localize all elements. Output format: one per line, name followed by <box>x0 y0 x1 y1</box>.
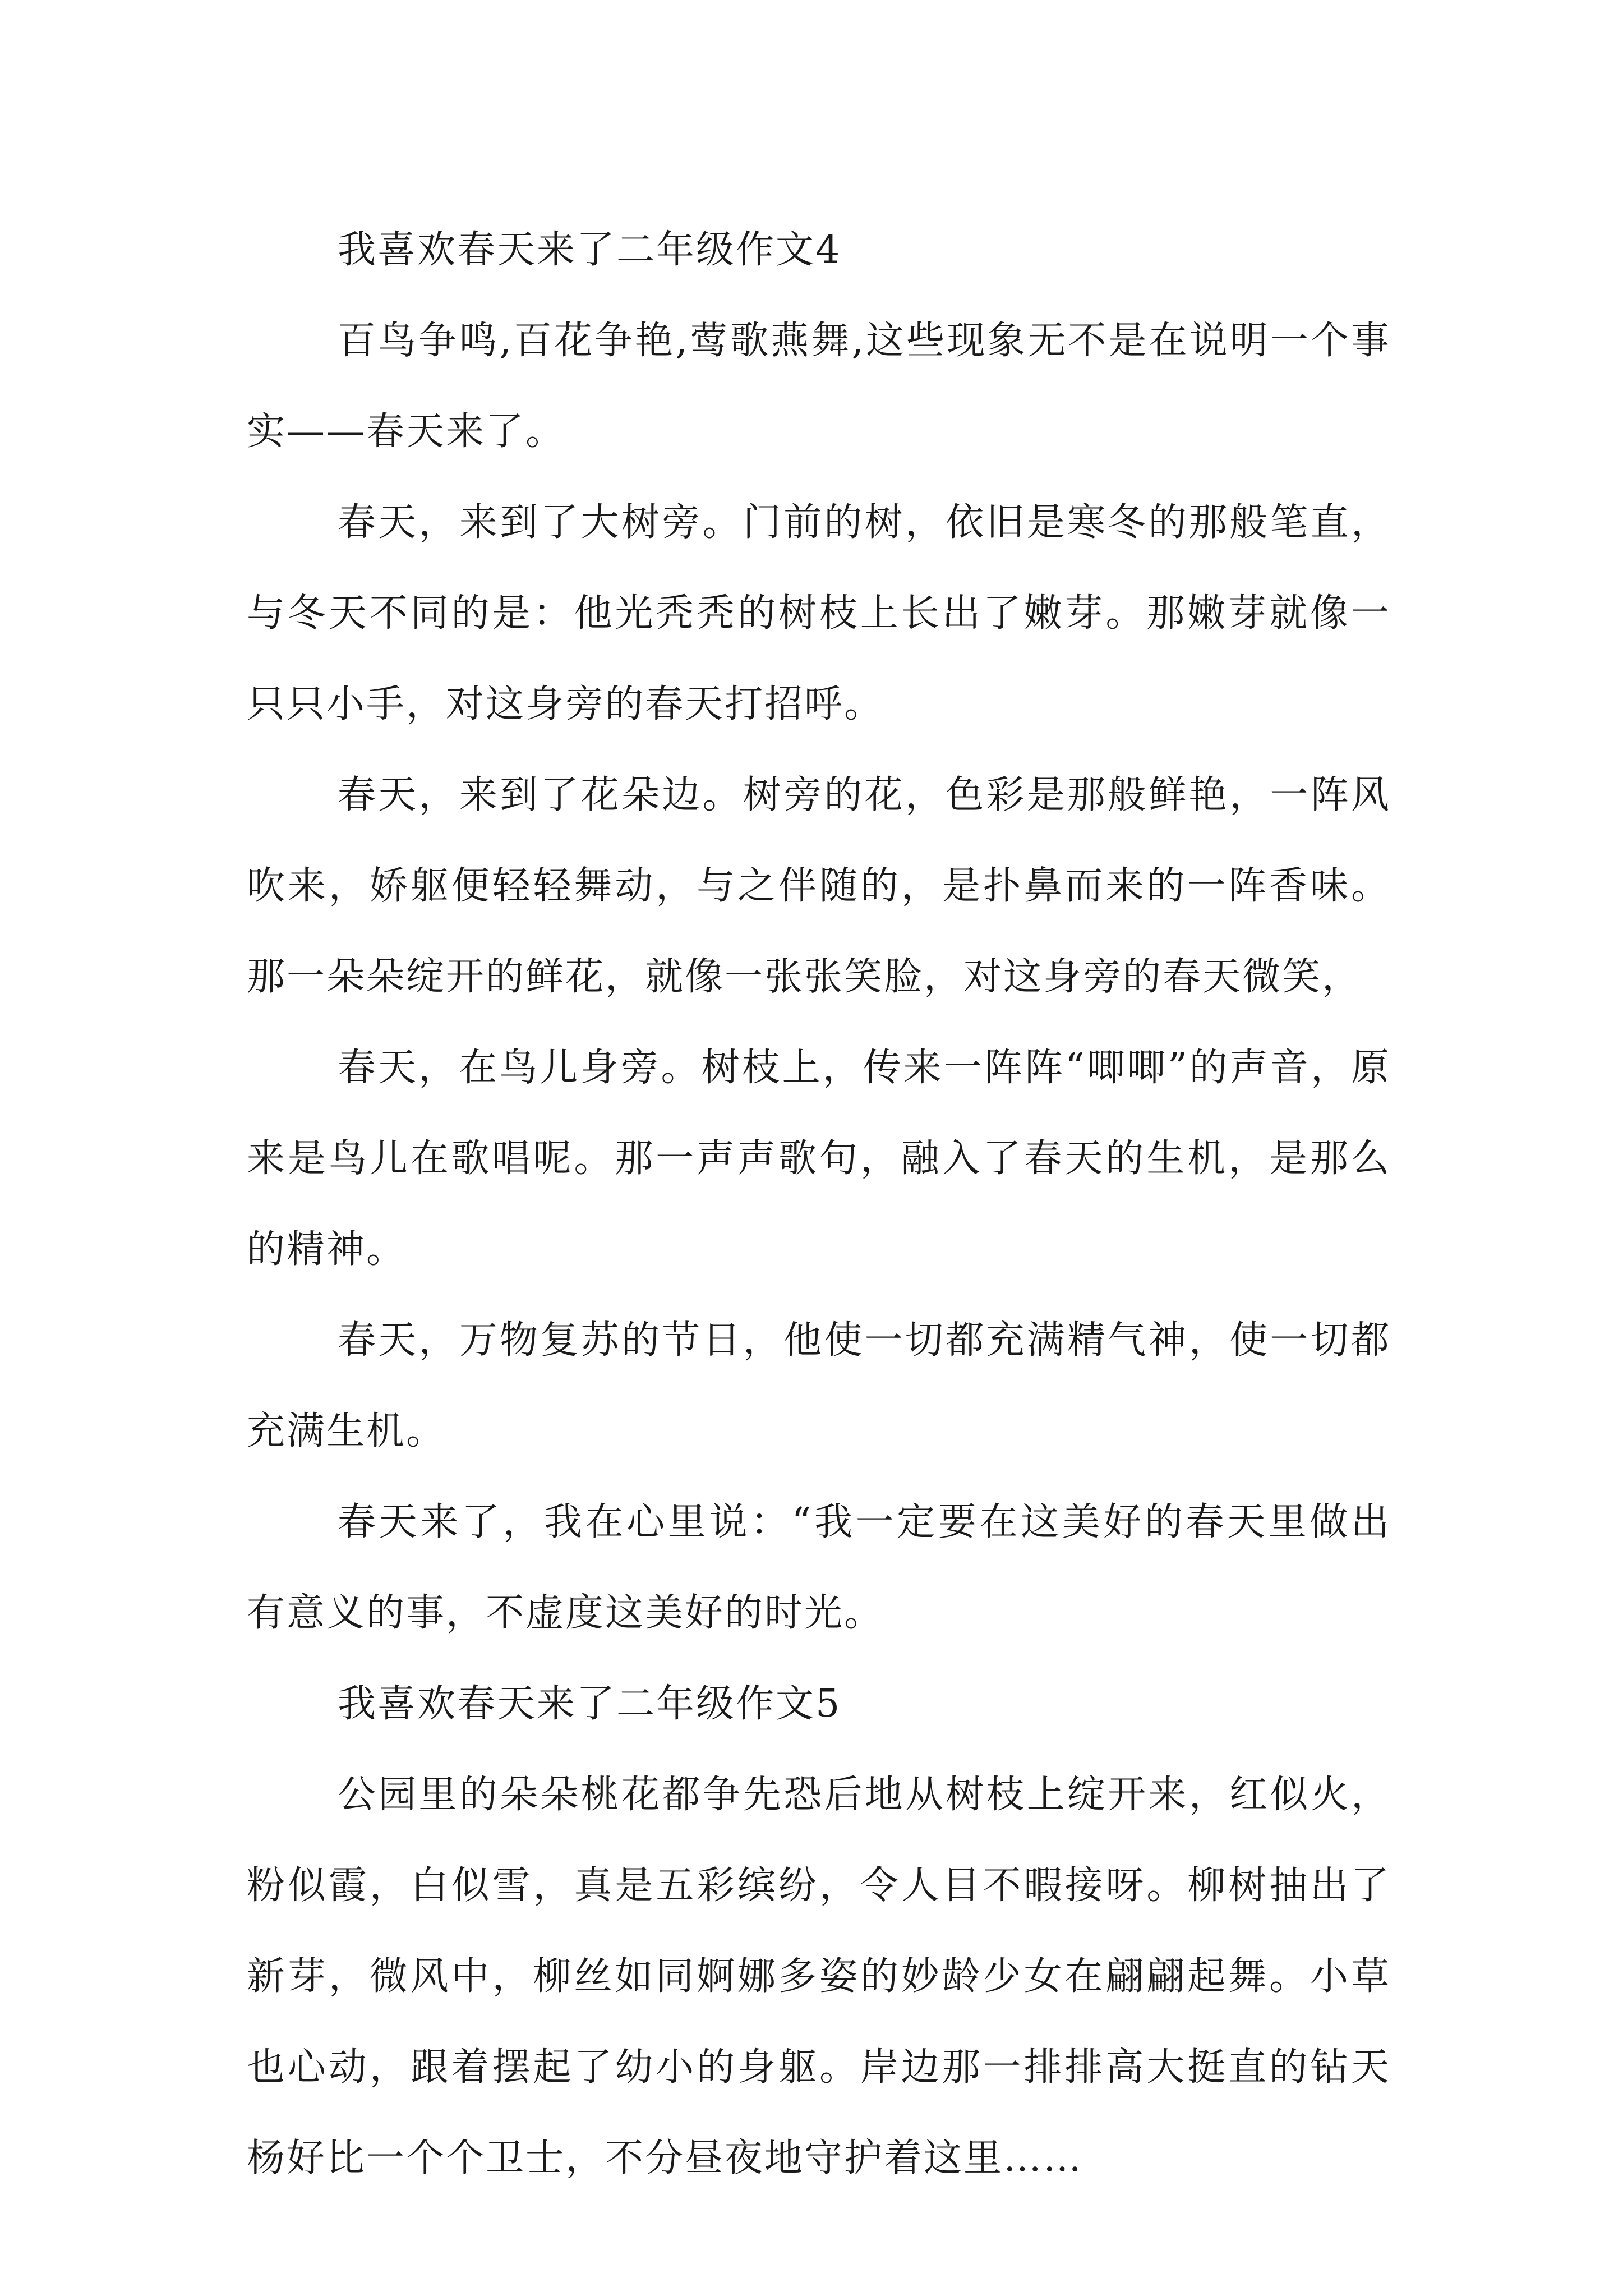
paragraph: 春天，在鸟儿身旁。树枝上，传来一阵阵“唧唧”的声音，原来是鸟儿在歌唱呢。那一声声歌句，融入了春天的生机，是那么的精神。 <box>247 1046 1391 1272</box>
paragraph: 春天，万物复苏的节日，他使一切都充满精气神，使一切都充满生机。 <box>247 1318 1391 1453</box>
document-body <box>247 205 1391 2204</box>
paragraph: 春天，来到了大树旁。门前的树，依旧是寒冬的那般笔直，与冬天不同的是：他光秃秃的树枝上长出了嫩芽。那嫩芽就像一只只小手，对这身旁的春天打招呼。 <box>247 500 1391 726</box>
essay-heading-4: 我喜欢春天来了二年级作文4 <box>338 228 842 272</box>
paragraph: 春天，来到了花朵边。树旁的花，色彩是那般鲜艳，一阵风吹来，娇躯便轻轻舞动，与之伴随的，是扑鼻而来的一阵香味。那一朵朵绽开的鲜花，就像一张张笑脸，对这身旁的春天微笑， <box>247 773 1391 999</box>
paragraph: 公园里的朵朵桃花都争先恐后地从树枝上绽开来，红似火，粉似霞，白似雪，真是五彩缤纷，令人目不暇接呀。柳树抽出了新芽，微风中，柳丝如同婀娜多姿的妙龄少女在翩翩起舞。小草也心动，跟着摆起了幼小的身躯。岸边那一排排高大挺直的钻天杨好比一个个卫士，不分昼夜地守护着这里…… <box>247 1773 1391 2180</box>
paragraph: 春天来了，我在心里说：“我一定要在这美好的春天里做出有意义的事，不虚度这美好的时光。 <box>247 1500 1391 1635</box>
essay-heading-5: 我喜欢春天来了二年级作文5 <box>338 1682 842 1726</box>
paragraph: 百鸟争鸣,百花争艳,莺歌燕舞,这些现象无不是在说明一个事实——春天来了。 <box>247 319 1391 454</box>
